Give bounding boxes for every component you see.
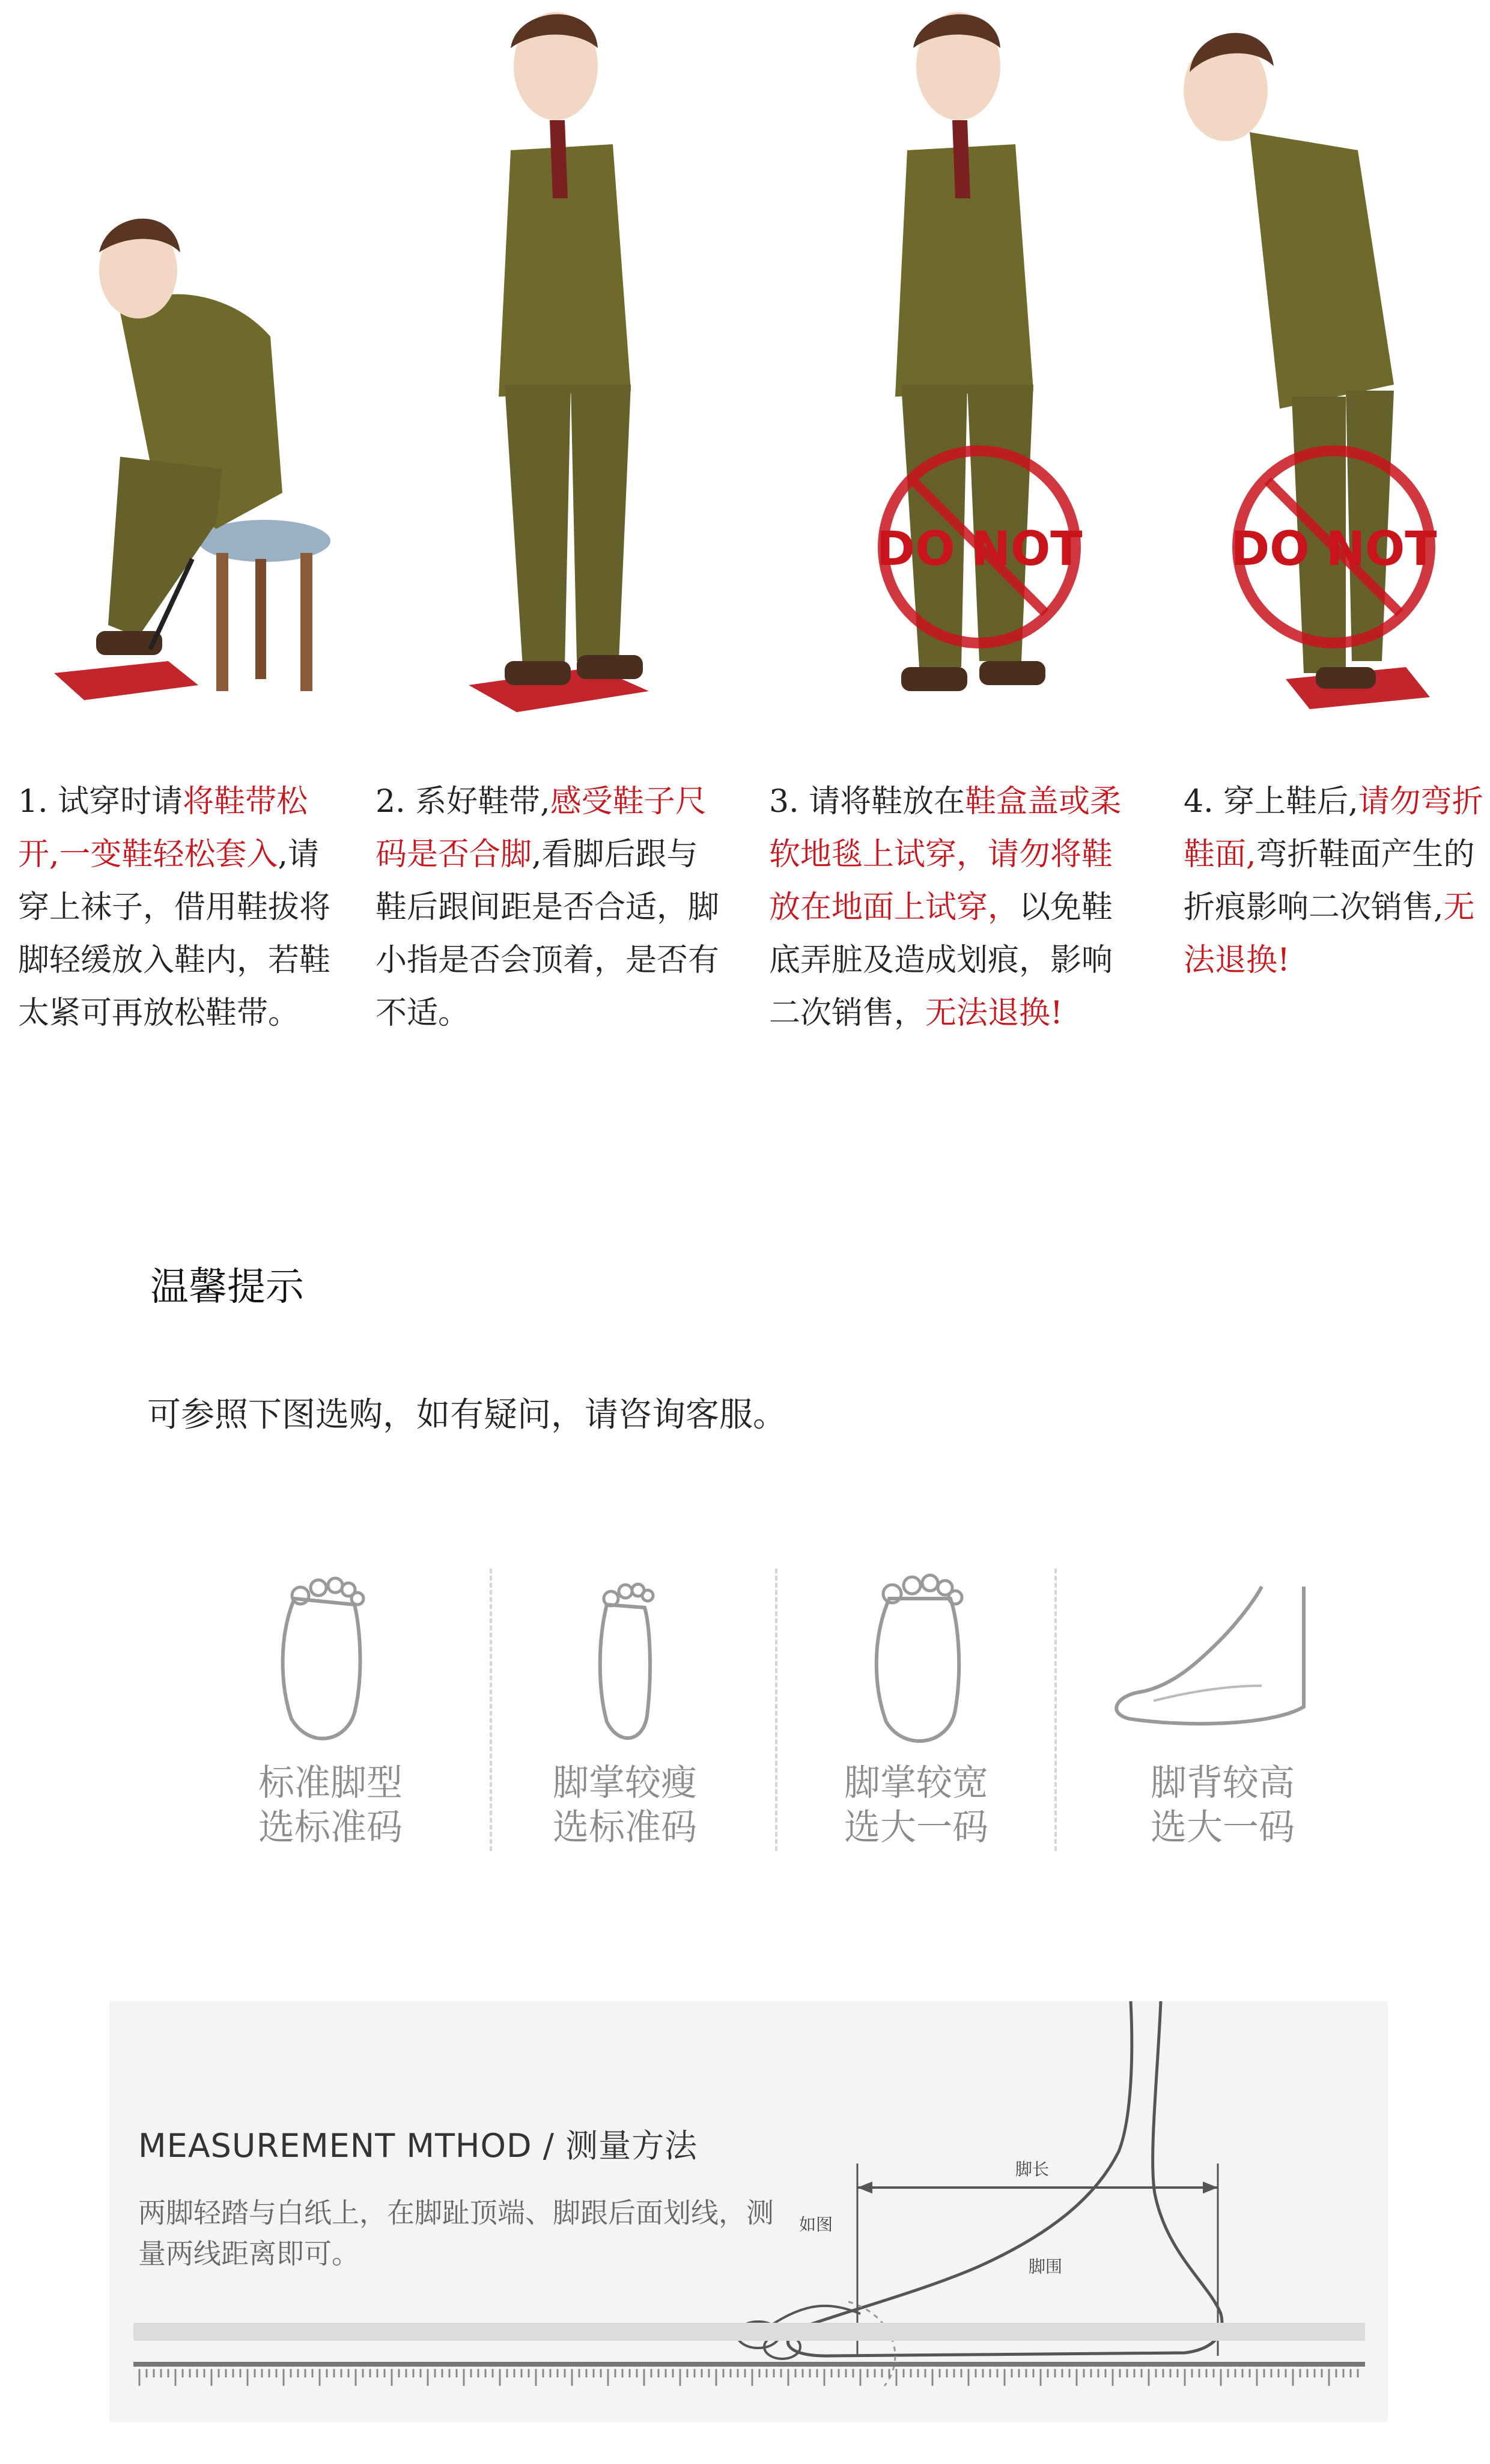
foot-type-label-2: 选标准码: [258, 1807, 403, 1849]
measurement-panel: [109, 2001, 1388, 2422]
caption-line: [18, 987, 330, 1040]
caption-text: 折痕影响二次销售,: [1184, 889, 1444, 926]
highlight-text: 开,一变鞋轻松套入: [18, 837, 278, 873]
caption-line: [18, 775, 330, 828]
highlight-text: 软地毯上试穿，请勿将鞋: [769, 837, 1113, 873]
caption-text: ,请: [278, 837, 320, 873]
label-as-shown: 如图: [799, 2215, 833, 2234]
illustration-step-1: [18, 0, 391, 721]
caption-text: 小指是否会顶着，是否有: [376, 942, 720, 978]
caption-text: 4. 穿上鞋后,: [1184, 784, 1358, 820]
do-not-text: DO NOT: [876, 522, 1083, 576]
illustration-step-4: [1178, 0, 1490, 721]
high-instep-foot-icon: [1081, 1563, 1364, 1743]
label-foot-girth: 脚围: [1029, 2257, 1063, 2276]
highlight-text: 无: [1443, 889, 1475, 926]
foot-type-label-1: 脚掌较宽: [844, 1762, 988, 1804]
label-foot-length: 脚长: [1015, 2159, 1050, 2179]
caption-text: 穿上袜子，借用鞋拔将: [18, 889, 331, 926]
standard-foot-icon: [189, 1563, 472, 1743]
tips-description: 可参照下图选购，如有疑问，请咨询客服。: [147, 1395, 786, 1435]
slim-foot-icon: [484, 1563, 766, 1743]
caption-text: 二次销售，: [769, 995, 926, 1031]
caption-line: [769, 934, 1121, 987]
caption-line: [1184, 828, 1483, 881]
highlight-text: 请勿弯折: [1358, 784, 1483, 820]
caption-text: 1. 试穿时请: [18, 784, 183, 820]
foot-type-card-slim: [484, 1563, 766, 1863]
highlight-text: 放在地面上试穿，: [769, 889, 1020, 926]
caption-text: 不适。: [376, 995, 470, 1031]
foot-type-label-1: 脚背较高: [1151, 1762, 1295, 1804]
highlight-text: 无法退换!: [925, 995, 1063, 1031]
caption-line: [376, 828, 719, 881]
foot-type-label-2: 选大一码: [1151, 1807, 1295, 1849]
step-2-caption: [376, 775, 719, 1040]
caption-line: [376, 775, 719, 828]
caption-text: 鞋后跟间距是否合适，脚: [376, 889, 720, 926]
foot-type-label-1: 脚掌较瘦: [553, 1762, 697, 1804]
caption-line: [769, 987, 1121, 1040]
illustration-step-2: [415, 0, 787, 721]
foot-type-card-wide: [775, 1563, 1057, 1863]
caption-text: 太紧可再放松鞋带。: [18, 995, 300, 1031]
caption-line: [769, 775, 1121, 828]
caption-line: [376, 987, 719, 1040]
foot-type-label-1: 标准脚型: [258, 1762, 403, 1804]
highlight-text: 鞋盒盖或柔: [965, 784, 1122, 820]
caption-line: [18, 828, 330, 881]
foot-type-label-2: 选大一码: [844, 1807, 988, 1849]
foot-type-card-standard: [189, 1563, 472, 1863]
caption-line: [1184, 934, 1483, 987]
tips-title: 温馨提示: [150, 1265, 304, 1310]
step-4-caption: [1184, 775, 1483, 987]
step-1-caption: [18, 775, 330, 1040]
highlight-text: 将鞋带松: [183, 784, 308, 820]
caption-text: 3. 请将鞋放在: [769, 784, 965, 820]
caption-line: [376, 881, 719, 934]
highlight-text: 感受鞋子尺: [550, 784, 707, 820]
caption-line: [376, 934, 719, 987]
caption-text: ,看脚后跟与: [532, 837, 698, 873]
highlight-text: 鞋面,: [1184, 837, 1256, 873]
caption-line: [1184, 775, 1483, 828]
caption-text: 2. 系好鞋带,: [376, 784, 550, 820]
measurement-description: 两脚轻踏与白纸上，在脚趾顶端、脚跟后面划线，测量两线距离即可。: [138, 2197, 774, 2270]
caption-line: [18, 881, 330, 934]
caption-line: [769, 881, 1121, 934]
divider: [1054, 1569, 1057, 1851]
foot-type-label-2: 选标准码: [553, 1807, 697, 1849]
foot-type-card-high-instep: [1081, 1563, 1364, 1863]
highlight-text: 码是否合脚: [376, 837, 532, 873]
caption-line: [769, 828, 1121, 881]
step-3-caption: [769, 775, 1121, 1040]
caption-text: 脚轻缓放入鞋内，若鞋: [18, 942, 331, 978]
caption-line: [1184, 881, 1483, 934]
illustration-step-3: [811, 0, 1184, 721]
wide-foot-icon: [775, 1563, 1057, 1743]
measurement-title: MEASUREMENT MTHOD / 测量方法: [138, 2127, 698, 2165]
caption-text: 以免鞋: [1019, 889, 1113, 926]
caption-text: 弯折鞋面产生的: [1256, 837, 1475, 873]
caption-text: 底弄脏及造成划痕，影响: [769, 942, 1113, 978]
caption-line: [18, 934, 330, 987]
do-not-text: DO NOT: [1230, 522, 1437, 576]
highlight-text: 法退换!: [1184, 942, 1290, 978]
